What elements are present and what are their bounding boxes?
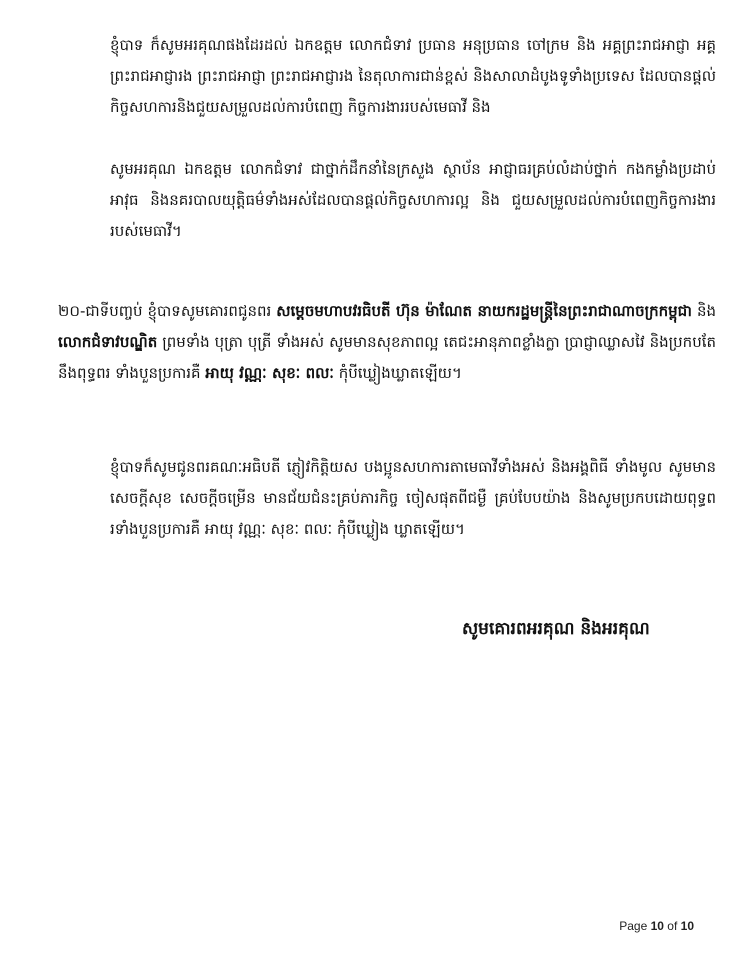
prime-minister-name: សម្ដេចមហាបវរធិបតី ហ៊ុន ម៉ាណែត នាយករដ្ឋមន្ត្រីនៃព្រះរាជាណាចក្រកម្ពុជា (276, 302, 692, 320)
paragraph-thanks-ministry (110, 154, 716, 247)
spouse-title: លោកជំទាវបណ្ឌិត (58, 333, 158, 351)
total-page-count: 10 (680, 919, 694, 933)
of-word: of (663, 919, 681, 933)
paragraph-thanks-committee (110, 30, 716, 123)
four-blessings: អាយុ វណ្ណៈ សុខៈ ពលៈ (205, 364, 334, 382)
paragraph-conclusion (58, 296, 716, 389)
conclusion-middle: ព្រមទាំង បុត្រា បុត្រី ទាំងអស់ សូមមានសុខភាពល្អ តេជះអានុភាពខ្លាំងក្លា ប្រាជ្ញាឈ្លាសវៃ និងប្រកបតែនឹងពុទ្ធពរ ទាំងបួនប្រការគឺ (58, 333, 716, 382)
closing-salutation: សូមគោរពអរគុណ និងអរគុណ (462, 619, 650, 639)
paragraph-wishes-all (110, 452, 716, 545)
conclusion-prefix: ២០-ជាទីបញ្ចប់ ខ្ញុំបាទសូមគោរពជូនពរ (58, 302, 277, 320)
conclusion-conjunction: និង (691, 302, 716, 320)
conclusion-suffix: កុំបីឃ្លៀងឃ្លាតឡើយ។ (333, 364, 462, 382)
paragraph-text: ខ្ញុំបាទ ក៏សូមអរគុណផងដែរដល់ ឯកឧត្តម លោកជំទាវ ប្រធាន អនុប្រធាន ចៅក្រម និង អគ្គព្រះរាជអាជ្ញា អគ្គព្រះរាជអាជ្ញារង ព្រះរាជអាជ្ញា ព្រះរាជអាជ្ញារង នៃតុលាការជាន់ខ្ពស់ និងសាលាដំបូងទូទាំងប្រទេស ដែលបានផ្ដល់កិច្ចសហការនិងជួយសម្រួលដល់ការបំពេញ កិច្ចការងាររបស់មេធាវី និង (110, 36, 716, 116)
current-page-number: 10 (650, 919, 664, 933)
paragraph-text: សូមអរគុណ ឯកឧត្តម លោកជំទាវ ជាថ្នាក់ដឹកនាំនៃក្រសួង ស្ថាប័ន អាជ្ញាធរគ្រប់លំដាប់ថ្នាក់ កងកម្លាំងប្រដាប់អាវុធ និងនគរបាលយុត្តិធម៌ទាំងអស់ដែលបានផ្ដល់កិច្ចសហការល្អ និង ជួយសម្រួលដល់ការបំពេញកិច្ចការងាររបស់មេធាវី។ (110, 160, 716, 240)
page-word: Page (619, 919, 651, 933)
paragraph-text: ខ្ញុំបាទក៏សូមជូនពរគណៈអធិបតី ភ្ញៀវកិត្តិយស បងប្អូនសហការតាមេធាវីទាំងអស់ និងអង្គពិធី ទាំងមូល សូមមានសេចក្ដីសុខ សេចក្ដីចម្រើន មានជ័យជំនះគ្រប់ភារកិច្ច ចៀសផុតពីជម្ងឺ គ្រប់បែបយ៉ាង និងសូមប្រកបដោយពុទ្ធពរទាំងបួនប្រការគឺ អាយុ វណ្ណៈ សុខៈ ពលៈ កុំបីឃ្លៀង ឃ្លាតឡើយ។ (110, 458, 716, 538)
page-footer (619, 919, 694, 933)
